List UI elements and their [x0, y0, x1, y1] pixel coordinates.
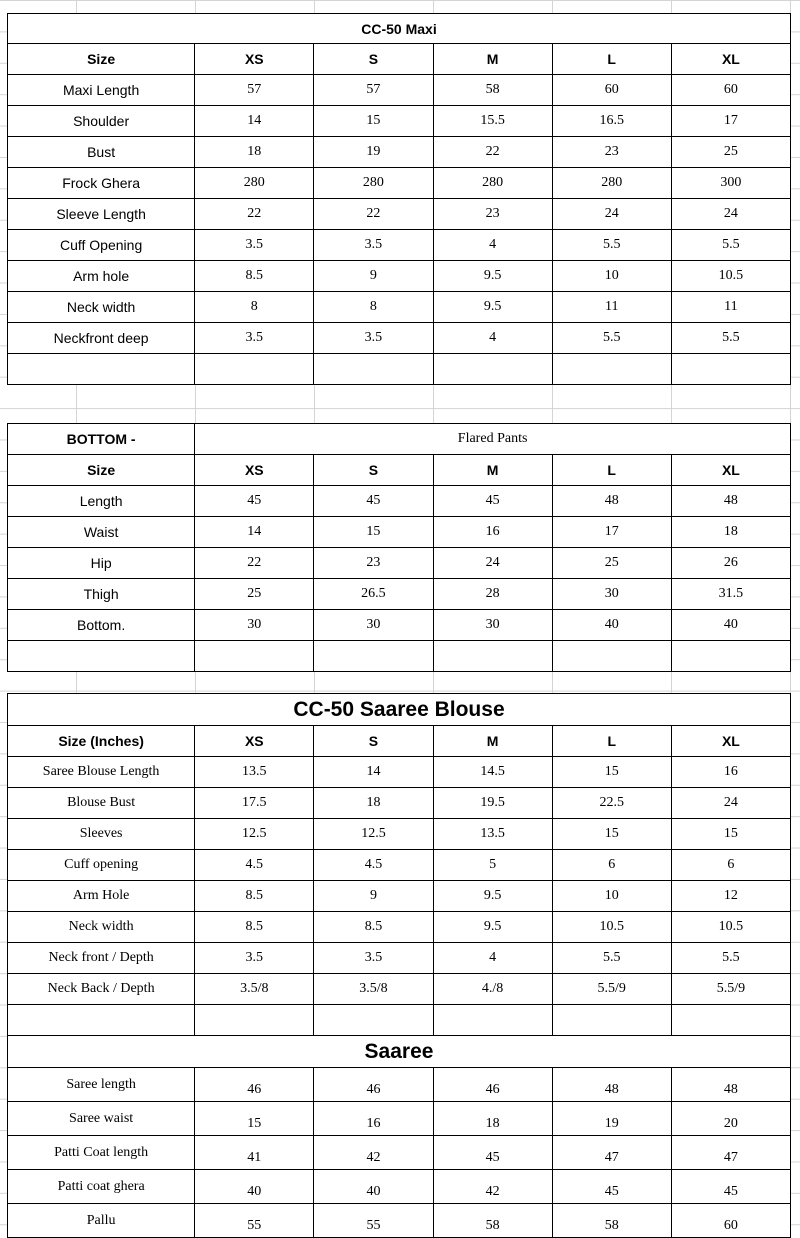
measurement-cell[interactable]: 48 [671, 486, 790, 517]
measurement-cell[interactable]: 16 [433, 517, 552, 548]
measurement-cell[interactable]: 8.5 [195, 261, 314, 292]
measurement-cell[interactable]: 5.5 [552, 943, 671, 974]
measurement-cell[interactable]: 28 [433, 579, 552, 610]
measurement-cell[interactable]: 45 [314, 486, 433, 517]
measurement-cell[interactable]: 17 [552, 517, 671, 548]
measurement-cell[interactable]: 8.5 [195, 912, 314, 943]
measurement-cell[interactable]: 18 [433, 1102, 552, 1136]
measurement-cell[interactable]: 60 [671, 75, 790, 106]
empty-cell[interactable] [552, 354, 671, 385]
bottom-title[interactable]: BOTTOM - [8, 424, 195, 455]
size-col-xs[interactable]: XS [195, 44, 314, 75]
measurement-label[interactable]: Arm hole [8, 261, 195, 292]
measurement-label[interactable]: Saree length [8, 1068, 195, 1102]
measurement-cell[interactable]: 22 [195, 199, 314, 230]
measurement-cell[interactable]: 9.5 [433, 912, 552, 943]
measurement-cell[interactable]: 30 [195, 610, 314, 641]
measurement-cell[interactable]: 16.5 [552, 106, 671, 137]
measurement-cell[interactable]: 17.5 [195, 788, 314, 819]
maxi-size-table [7, 13, 791, 385]
measurement-cell[interactable]: 8.5 [314, 912, 433, 943]
measurement-cell[interactable]: 30 [314, 610, 433, 641]
measurement-label[interactable]: Cuff opening [8, 850, 195, 881]
size-col-s[interactable]: S [314, 726, 433, 757]
empty-cell[interactable] [552, 641, 671, 672]
measurement-cell[interactable]: 25 [195, 579, 314, 610]
size-header[interactable]: Size [8, 44, 195, 75]
measurement-cell[interactable]: 42 [433, 1170, 552, 1204]
maxi-row [8, 137, 791, 168]
empty-cell[interactable] [671, 1005, 790, 1036]
measurement-cell[interactable]: 31.5 [671, 579, 790, 610]
blouse-row [8, 881, 791, 912]
measurement-label[interactable]: Neck Back / Depth [8, 974, 195, 1005]
measurement-cell[interactable]: 20 [671, 1102, 790, 1136]
measurement-cell[interactable]: 45 [195, 486, 314, 517]
measurement-cell[interactable]: 4 [433, 323, 552, 354]
blouse-row [8, 943, 791, 974]
bottom-title-row [8, 424, 791, 455]
measurement-cell[interactable]: 42 [314, 1136, 433, 1170]
maxi-title-row [8, 14, 791, 44]
maxi-table-body [8, 14, 791, 385]
bottom-row [8, 610, 791, 641]
measurement-label[interactable]: Patti coat ghera [8, 1170, 195, 1204]
measurement-cell[interactable]: 40 [314, 1170, 433, 1204]
measurement-cell[interactable]: 14.5 [433, 757, 552, 788]
maxi-row [8, 230, 791, 261]
measurement-cell[interactable]: 18 [314, 788, 433, 819]
blouse-size-table [7, 693, 791, 1238]
size-col-l[interactable]: L [552, 455, 671, 486]
measurement-cell[interactable]: 15 [552, 819, 671, 850]
measurement-cell[interactable]: 17 [671, 106, 790, 137]
measurement-cell[interactable]: 280 [433, 168, 552, 199]
blouse-title-row [8, 694, 791, 726]
measurement-cell[interactable]: 45 [433, 486, 552, 517]
size-col-xs[interactable]: XS [195, 455, 314, 486]
measurement-label[interactable]: Hip [8, 548, 195, 579]
measurement-label[interactable]: Shoulder [8, 106, 195, 137]
blouse-blank-row [8, 1005, 791, 1036]
empty-cell[interactable] [433, 354, 552, 385]
measurement-cell[interactable]: 24 [433, 548, 552, 579]
measurement-label[interactable]: Sleeves [8, 819, 195, 850]
empty-cell[interactable] [8, 641, 195, 672]
measurement-cell[interactable]: 3.5 [195, 323, 314, 354]
blouse-table-body [8, 694, 791, 1036]
measurement-label[interactable]: Cuff Opening [8, 230, 195, 261]
measurement-cell[interactable]: 22 [314, 199, 433, 230]
measurement-cell[interactable]: 280 [552, 168, 671, 199]
empty-cell[interactable] [314, 641, 433, 672]
measurement-cell[interactable]: 5.5 [671, 323, 790, 354]
measurement-cell[interactable]: 10 [552, 261, 671, 292]
measurement-label[interactable]: Frock Ghera [8, 168, 195, 199]
measurement-cell[interactable]: 45 [671, 1170, 790, 1204]
measurement-cell[interactable]: 46 [195, 1068, 314, 1102]
measurement-cell[interactable]: 16 [314, 1102, 433, 1136]
saree-row [8, 1204, 791, 1238]
empty-cell[interactable] [433, 1005, 552, 1036]
measurement-cell[interactable]: 57 [195, 75, 314, 106]
size-col-l[interactable]: L [552, 44, 671, 75]
empty-cell[interactable] [671, 354, 790, 385]
blouse-row [8, 819, 791, 850]
measurement-cell[interactable]: 8 [314, 292, 433, 323]
blouse-row [8, 974, 791, 1005]
measurement-cell[interactable]: 4 [433, 230, 552, 261]
measurement-cell[interactable]: 60 [552, 75, 671, 106]
measurement-cell[interactable]: 10.5 [552, 912, 671, 943]
measurement-cell[interactable]: 6 [552, 850, 671, 881]
measurement-cell[interactable]: 3.5/8 [314, 974, 433, 1005]
measurement-cell[interactable]: 3.5 [314, 323, 433, 354]
measurement-cell[interactable]: 13.5 [433, 819, 552, 850]
measurement-label[interactable]: Saree waist [8, 1102, 195, 1136]
maxi-header-row [8, 44, 791, 75]
measurement-cell[interactable]: 9.5 [433, 261, 552, 292]
size-col-m[interactable]: M [433, 726, 552, 757]
measurement-cell[interactable]: 10 [552, 881, 671, 912]
measurement-cell[interactable]: 14 [195, 106, 314, 137]
maxi-row [8, 261, 791, 292]
measurement-cell[interactable]: 3.5 [195, 943, 314, 974]
measurement-cell[interactable]: 13.5 [195, 757, 314, 788]
saree-row [8, 1068, 791, 1102]
measurement-cell[interactable]: 9 [314, 881, 433, 912]
measurement-cell[interactable]: 40 [671, 610, 790, 641]
measurement-cell[interactable]: 4.5 [195, 850, 314, 881]
size-col-s[interactable]: S [314, 44, 433, 75]
bottom-blank-row [8, 641, 791, 672]
size-col-xs[interactable]: XS [195, 726, 314, 757]
empty-cell[interactable] [433, 641, 552, 672]
measurement-label[interactable]: Neckfront deep [8, 323, 195, 354]
measurement-label[interactable]: Neck front / Depth [8, 943, 195, 974]
maxi-row [8, 323, 791, 354]
measurement-cell[interactable]: 45 [552, 1170, 671, 1204]
measurement-cell[interactable]: 57 [314, 75, 433, 106]
measurement-cell[interactable]: 45 [433, 1136, 552, 1170]
measurement-cell[interactable]: 5.5/9 [671, 974, 790, 1005]
maxi-row [8, 75, 791, 106]
measurement-cell[interactable]: 5.5 [671, 943, 790, 974]
size-col-xl[interactable]: XL [671, 44, 790, 75]
empty-cell[interactable] [314, 354, 433, 385]
measurement-cell[interactable]: 5 [433, 850, 552, 881]
empty-cell[interactable] [552, 1005, 671, 1036]
measurement-cell[interactable]: 30 [552, 579, 671, 610]
saree-row [8, 1102, 791, 1136]
measurement-cell[interactable]: 3.5/8 [195, 974, 314, 1005]
bottom-row [8, 579, 791, 610]
measurement-cell[interactable]: 24 [671, 199, 790, 230]
bottom-row [8, 548, 791, 579]
measurement-cell[interactable]: 4.5 [314, 850, 433, 881]
measurement-label[interactable]: Pallu [8, 1204, 195, 1238]
measurement-cell[interactable]: 22.5 [552, 788, 671, 819]
measurement-cell[interactable]: 23 [552, 137, 671, 168]
measurement-cell[interactable]: 15 [314, 517, 433, 548]
measurement-cell[interactable]: 3.5 [314, 230, 433, 261]
measurement-cell[interactable]: 23 [433, 199, 552, 230]
measurement-cell[interactable]: 41 [195, 1136, 314, 1170]
measurement-label[interactable]: Maxi Length [8, 75, 195, 106]
measurement-cell[interactable]: 55 [314, 1204, 433, 1238]
saree-title-row [8, 1036, 791, 1068]
size-header[interactable]: Size (Inches) [8, 726, 195, 757]
saree-table-body [8, 1036, 791, 1238]
measurement-cell[interactable]: 9.5 [433, 881, 552, 912]
measurement-cell[interactable]: 18 [195, 137, 314, 168]
blouse-title[interactable]: CC-50 Saaree Blouse [8, 694, 791, 726]
saree-title[interactable]: Saaree [8, 1036, 791, 1068]
measurement-cell[interactable]: 12.5 [314, 819, 433, 850]
empty-cell[interactable] [314, 1005, 433, 1036]
measurement-cell[interactable]: 25 [671, 137, 790, 168]
measurement-cell[interactable]: 3.5 [195, 230, 314, 261]
blouse-row [8, 757, 791, 788]
measurement-cell[interactable]: 10.5 [671, 261, 790, 292]
measurement-cell[interactable]: 19 [552, 1102, 671, 1136]
measurement-cell[interactable]: 23 [314, 548, 433, 579]
measurement-cell[interactable]: 40 [195, 1170, 314, 1204]
measurement-cell[interactable]: 280 [314, 168, 433, 199]
measurement-cell[interactable]: 19 [314, 137, 433, 168]
size-col-xl[interactable]: XL [671, 455, 790, 486]
empty-cell[interactable] [8, 354, 195, 385]
measurement-cell[interactable]: 5.5 [552, 323, 671, 354]
size-col-l[interactable]: L [552, 726, 671, 757]
measurement-cell[interactable]: 14 [195, 517, 314, 548]
measurement-cell[interactable]: 22 [433, 137, 552, 168]
measurement-cell[interactable]: 58 [433, 75, 552, 106]
size-col-xl[interactable]: XL [671, 726, 790, 757]
empty-cell[interactable] [8, 1005, 195, 1036]
measurement-cell[interactable]: 8.5 [195, 881, 314, 912]
measurement-cell[interactable]: 55 [195, 1204, 314, 1238]
measurement-cell[interactable]: 4./8 [433, 974, 552, 1005]
measurement-cell[interactable]: 5.5 [671, 230, 790, 261]
measurement-cell[interactable]: 25 [552, 548, 671, 579]
blouse-header-row [8, 726, 791, 757]
maxi-row [8, 168, 791, 199]
measurement-cell[interactable]: 24 [671, 788, 790, 819]
size-col-m[interactable]: M [433, 44, 552, 75]
measurement-cell[interactable]: 4 [433, 943, 552, 974]
empty-cell[interactable] [195, 641, 314, 672]
measurement-cell[interactable]: 15 [671, 819, 790, 850]
saree-row [8, 1170, 791, 1204]
measurement-cell[interactable]: 5.5/9 [552, 974, 671, 1005]
measurement-label[interactable]: Patti Coat length [8, 1136, 195, 1170]
size-header[interactable]: Size [8, 455, 195, 486]
measurement-cell[interactable]: 19.5 [433, 788, 552, 819]
measurement-cell[interactable]: 58 [433, 1204, 552, 1238]
measurement-cell[interactable]: 46 [433, 1068, 552, 1102]
size-col-s[interactable]: S [314, 455, 433, 486]
measurement-cell[interactable]: 5.5 [552, 230, 671, 261]
measurement-label[interactable]: Waist [8, 517, 195, 548]
bottom-subtitle[interactable]: Flared Pants [195, 424, 791, 455]
empty-cell[interactable] [671, 641, 790, 672]
measurement-label[interactable]: Sleeve Length [8, 199, 195, 230]
maxi-row [8, 106, 791, 137]
maxi-row [8, 199, 791, 230]
measurement-cell[interactable]: 300 [671, 168, 790, 199]
bottom-table-body [8, 424, 791, 672]
blouse-row [8, 850, 791, 881]
measurement-cell[interactable]: 15 [552, 757, 671, 788]
measurement-cell[interactable]: 40 [552, 610, 671, 641]
measurement-cell[interactable]: 12 [671, 881, 790, 912]
measurement-cell[interactable]: 26.5 [314, 579, 433, 610]
measurement-cell[interactable]: 10.5 [671, 912, 790, 943]
measurement-label[interactable]: Neck width [8, 292, 195, 323]
measurement-label[interactable]: Blouse Bust [8, 788, 195, 819]
measurement-cell[interactable]: 280 [195, 168, 314, 199]
measurement-cell[interactable]: 9 [314, 261, 433, 292]
measurement-cell[interactable]: 3.5 [314, 943, 433, 974]
measurement-label[interactable]: Bottom. [8, 610, 195, 641]
empty-cell[interactable] [195, 354, 314, 385]
measurement-cell[interactable]: 30 [433, 610, 552, 641]
measurement-cell[interactable]: 15 [195, 1102, 314, 1136]
measurement-label[interactable]: Length [8, 486, 195, 517]
measurement-cell[interactable]: 12.5 [195, 819, 314, 850]
measurement-cell[interactable]: 16 [671, 757, 790, 788]
measurement-label[interactable]: Saree Blouse Length [8, 757, 195, 788]
measurement-cell[interactable]: 8 [195, 292, 314, 323]
empty-cell[interactable] [195, 1005, 314, 1036]
maxi-row [8, 292, 791, 323]
measurement-cell[interactable]: 48 [671, 1068, 790, 1102]
measurement-cell[interactable]: 15.5 [433, 106, 552, 137]
measurement-cell[interactable]: 14 [314, 757, 433, 788]
saree-row [8, 1136, 791, 1170]
bottom-size-table [7, 423, 791, 672]
measurement-cell[interactable]: 46 [314, 1068, 433, 1102]
bottom-row [8, 517, 791, 548]
measurement-cell[interactable]: 15 [314, 106, 433, 137]
measurement-label[interactable]: Bust [8, 137, 195, 168]
measurement-cell[interactable]: 24 [552, 199, 671, 230]
measurement-cell[interactable]: 48 [552, 486, 671, 517]
measurement-cell[interactable]: 58 [552, 1204, 671, 1238]
measurement-cell[interactable]: 11 [552, 292, 671, 323]
measurement-label[interactable]: Neck width [8, 912, 195, 943]
measurement-cell[interactable]: 22 [195, 548, 314, 579]
maxi-blank-row [8, 354, 791, 385]
measurement-cell[interactable]: 9.5 [433, 292, 552, 323]
bottom-header-row [8, 455, 791, 486]
blouse-row [8, 912, 791, 943]
measurement-label[interactable]: Thigh [8, 579, 195, 610]
measurement-cell[interactable]: 11 [671, 292, 790, 323]
blouse-row [8, 788, 791, 819]
measurement-cell[interactable]: 47 [671, 1136, 790, 1170]
measurement-label[interactable]: Arm Hole [8, 881, 195, 912]
measurement-cell[interactable]: 60 [671, 1204, 790, 1238]
measurement-cell[interactable]: 48 [552, 1068, 671, 1102]
maxi-title[interactable]: CC-50 Maxi [8, 14, 791, 44]
bottom-row [8, 486, 791, 517]
measurement-cell[interactable]: 47 [552, 1136, 671, 1170]
measurement-cell[interactable]: 26 [671, 548, 790, 579]
measurement-cell[interactable]: 6 [671, 850, 790, 881]
measurement-cell[interactable]: 18 [671, 517, 790, 548]
size-col-m[interactable]: M [433, 455, 552, 486]
